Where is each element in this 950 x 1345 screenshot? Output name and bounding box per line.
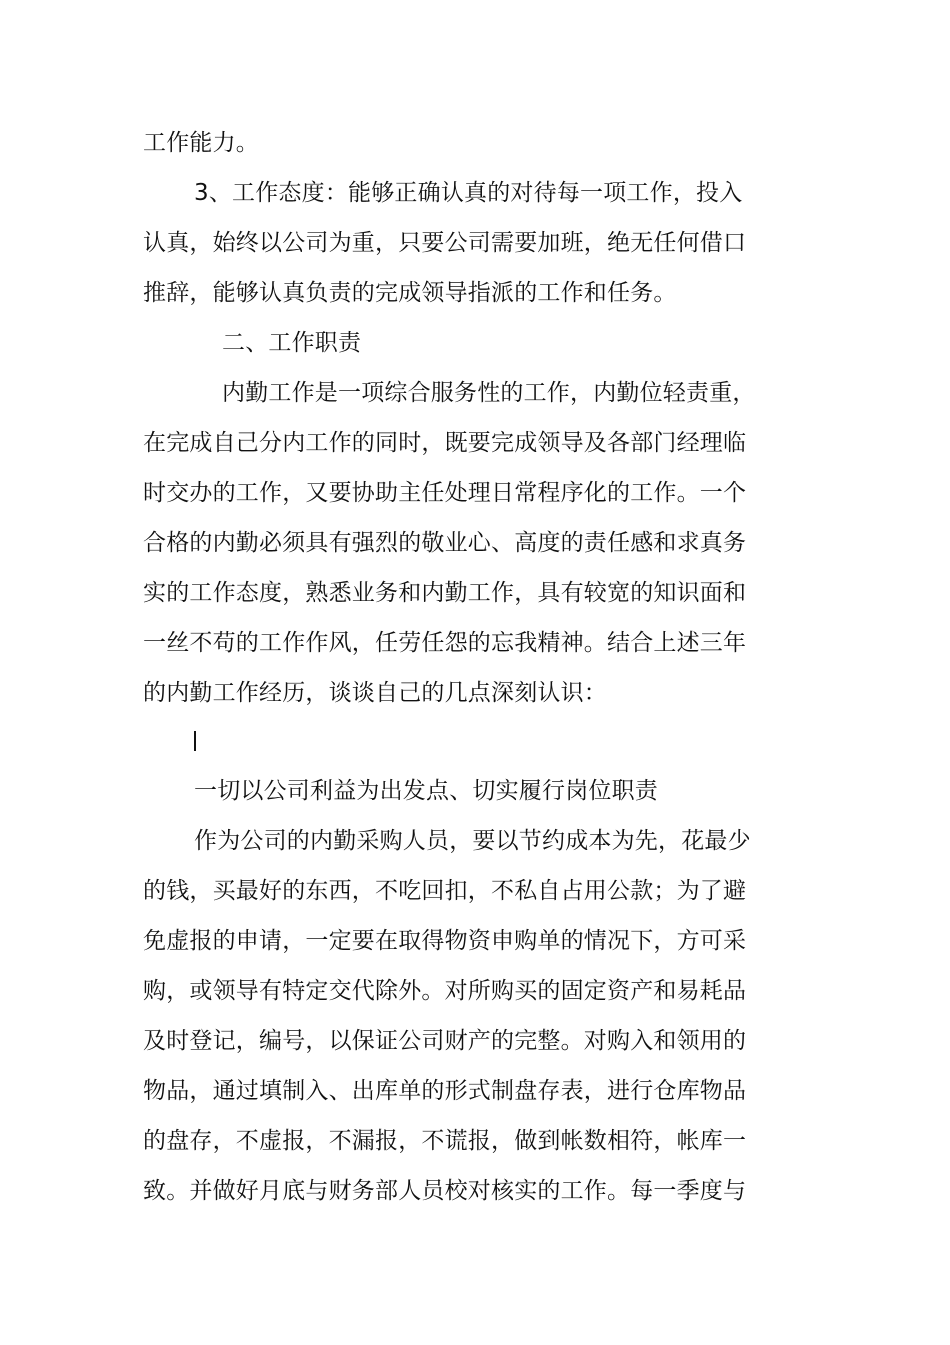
text-line: 的钱，买最好的东西，不吃回扣，不私自占用公款；为了避 (143, 878, 747, 904)
text-line: 在完成自己分内工作的同时，既要完成领导及各部门经理临 (143, 430, 747, 456)
text-line: 实的工作态度，熟悉业务和内勤工作，具有较宽的知识面和 (143, 580, 747, 606)
text-line: 物品，通过填制入、出库单的形式制盘存表，进行仓库物品 (143, 1078, 747, 1104)
text-line: 作为公司的内勤采购人员，要以节约成本为先，花最少 (194, 828, 751, 854)
text-line: 的内勤工作经历，谈谈自己的几点深刻认识： (143, 680, 607, 706)
text-line: 合格的内勤必须具有强烈的敬业心、高度的责任感和求真务 (143, 530, 747, 556)
text-line: 购，或领导有特定交代除外。对所购买的固定资产和易耗品 (143, 978, 747, 1004)
text-line: 免虚报的申请，一定要在取得物资申购单的情况下，方可采 (143, 928, 747, 954)
text-line: 3、工作态度：能够正确认真的对待每一项工作，投入 (194, 180, 743, 206)
text-cursor-mark (194, 731, 196, 751)
text-line: 推辞，能够认真负责的完成领导指派的工作和任务。 (143, 280, 677, 306)
text-line: 工作能力。 (143, 130, 259, 156)
text-line: 时交办的工作，又要协助主任处理日常程序化的工作。一个 (143, 480, 747, 506)
text-line: 的盘存，不虚报，不漏报，不谎报，做到帐数相符，帐库一 (143, 1128, 747, 1154)
text-line: 一丝不苟的工作作风，任劳任怨的忘我精神。结合上述三年 (143, 630, 747, 656)
text-line: 及时登记，编号，以保证公司财产的完整。对购入和领用的 (143, 1028, 747, 1054)
subheading: 一切以公司利益为出发点、切实履行岗位职责 (194, 778, 658, 804)
section-heading: 二、工作职责 (222, 330, 362, 356)
text-line: 致。并做好月底与财务部人员校对核实的工作。每一季度与 (143, 1178, 747, 1204)
text-line: 内勤工作是一项综合服务性的工作，内勤位轻责重， (222, 380, 756, 406)
text-line: 认真，始终以公司为重，只要公司需要加班，绝无任何借口 (143, 230, 747, 256)
